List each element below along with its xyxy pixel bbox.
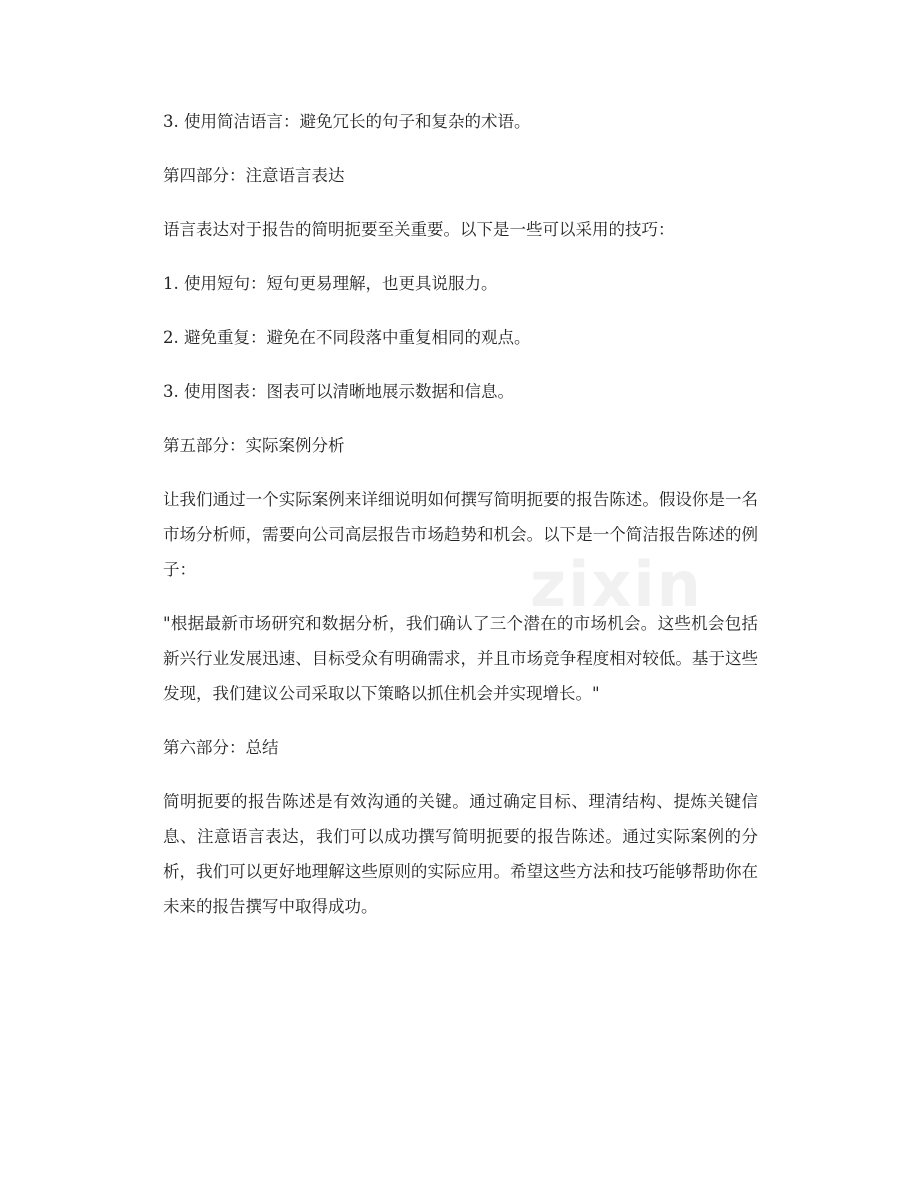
document-body xyxy=(163,104,758,943)
section-heading-part-four: 第四部分：注意语言表达 xyxy=(163,166,345,185)
list-item-concise-language: 3. 使用简洁语言：避免冗长的句子和复杂的术语。 xyxy=(163,112,531,131)
paragraph-summary: 简明扼要的报告陈述是有效沟通的关键。通过确定目标、理清结构、提炼关键信息、注意语言表达，我们可以成功撰写简明扼要的报告陈述。通过实际案例的分析，我们可以更好地理解这些原则的实际应用。希望这些方法和技巧能够帮助你在未来的报告撰写中取得成功。 xyxy=(163,792,758,916)
section-heading-part-five: 第五部分：实际案例分析 xyxy=(163,436,345,455)
paragraph-language-intro: 语言表达对于报告的简明扼要至关重要。以下是一些可以采用的技巧： xyxy=(163,220,675,239)
list-item-use-charts: 3. 使用图表：图表可以清晰地展示数据和信息。 xyxy=(163,382,514,401)
section-heading-part-six: 第六部分：总结 xyxy=(163,738,279,757)
paragraph-case-quote: "根据最新市场研究和数据分析，我们确认了三个潜在的市场机会。这些机会包括新兴行业发展迅速、目标受众有明确需求，并且市场竞争程度相对较低。基于这些发现，我们建议公司采取以下策略以抓住机会并实现增长。" xyxy=(163,614,758,703)
watermark: zixin xyxy=(530,548,703,621)
list-item-short-sentences: 1. 使用短句：短句更易理解，也更具说服力。 xyxy=(163,274,498,293)
list-item-avoid-repetition: 2. 避免重复：避免在不同段落中重复相同的观点。 xyxy=(163,328,531,347)
paragraph-case-intro: 让我们通过一个实际案例来详细说明如何撰写简明扼要的报告陈述。假设你是一名市场分析师，需要向公司高层报告市场趋势和机会。以下是一个简洁报告陈述的例子： xyxy=(163,490,758,579)
